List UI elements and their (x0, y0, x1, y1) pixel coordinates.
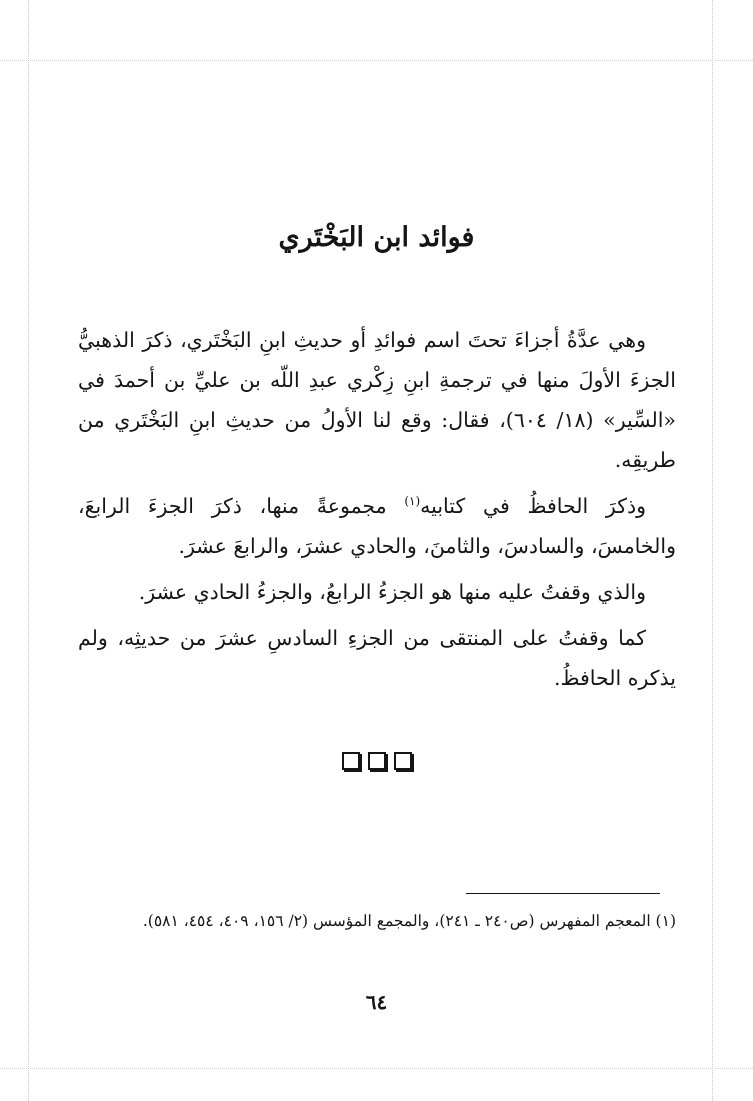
footnote-reference[interactable]: (١) (404, 494, 421, 509)
section-end-ornament (0, 752, 753, 770)
paragraph-2-end: مجموعةً منها، ذكرَ الجزءَ الرابعَ، والخامسَ، والسادسَ، والثامنَ، والحادي عشرَ، والرابعَ عشرَ. (78, 494, 676, 558)
section-title: فوائد ابن البَخْتَري (278, 222, 475, 253)
footnote: (١) المعجم المفهرس (ص٢٤٠ ـ ٢٤١)، والمجمع المؤسس (٢/ ١٥٦، ٤٠٩، ٤٥٤، ٥٨١). (142, 912, 676, 930)
paragraph-2 (78, 486, 676, 566)
paragraph-1: وهي عدَّةُ أجزاءَ تحتَ اسم فوائدِ أو حديثِ ابنِ البَخْتَري، ذكرَ الذهبيُّ الجزءَ الأولَ منها في ترجمةِ ابنِ زِكْري عبدِ اللّه بن عليِّ بن أحمدَ في «السِّير» (١٨/ ٦٠٤)، فقال: وقع لنا الأولُ من حديثِ ابنِ البَخْتَري من طريقِه. (78, 328, 676, 472)
footnote-separator (466, 893, 660, 894)
page-guide-line (0, 1068, 753, 1069)
body-text (78, 320, 676, 704)
page-number: ٦٤ (365, 990, 388, 1014)
page-guide-line (28, 0, 29, 1101)
page-guide-line (0, 60, 753, 61)
paragraph-3: والذي وقفتُ عليه منها هو الجزءُ الرابعُ، والجزءُ الحادي عشرَ. (138, 580, 646, 604)
paragraph-4: كما وقفتُ على المنتقى من الجزءِ السادسِ عشرَ من حديثِه، ولم يذكره الحافظُ. (78, 626, 676, 690)
paragraph-2-start: وذكرَ الحافظُ في كتابيه (420, 494, 646, 518)
square-ornament-icon (394, 752, 412, 770)
square-ornament-icon (368, 752, 386, 770)
page-guide-line (712, 0, 713, 1101)
square-ornament-icon (342, 752, 360, 770)
